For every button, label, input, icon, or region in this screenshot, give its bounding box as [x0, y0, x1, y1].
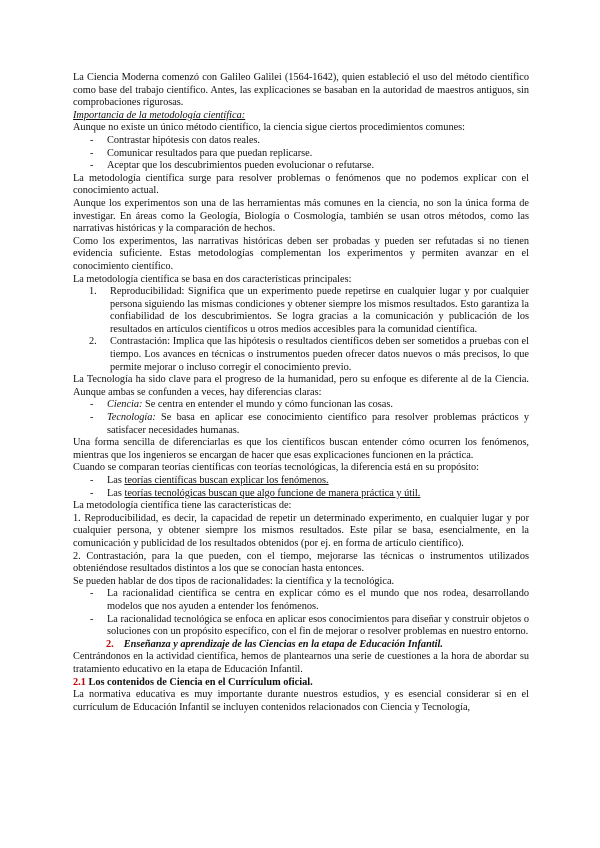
list-item	[73, 488, 529, 501]
list-item-text: Aceptar que los descubrimientos pueden evolucionar o refutarse.	[107, 160, 375, 172]
paragraph: Como los experimentos, las narrativas históricas deben ser probadas y pueden ser refutadas si no tienen evidencia suficiente. Estas metodologías complementan los experimentos y permiten avanzar en el conocimiento científico.	[73, 235, 529, 272]
bullet-mark: -	[90, 475, 94, 486]
list-item-text: Comunicar resultados para que puedan replicarse.	[107, 147, 313, 159]
paragraph: Una forma sencilla de diferenciarlas es que los científicos buscan entender cómo ocurren los fenómenos, mientras que los ingenieros se encargan de hacer que esas explicaciones funcionen en la práctica.	[73, 437, 529, 461]
list-item	[73, 412, 529, 437]
bullet-mark: -	[90, 160, 94, 172]
list-item-text: Se basa en aplicar ese conocimiento científico para resolver problemas prácticos y satisfacer necesidades humanas.	[107, 412, 529, 436]
section-number: 2.	[106, 638, 114, 650]
paragraph: La Tecnología ha sido clave para el progreso de la humanidad, pero su enfoque es diferente al de la Ciencia. Aunque ambas se confunden a veces, hay diferencias claras:	[73, 374, 529, 398]
bullet-mark: -	[90, 399, 94, 411]
bullet-mark: -	[90, 147, 94, 159]
bullet-list	[73, 475, 529, 500]
bullet-list	[73, 399, 529, 437]
paragraph: Aunque no existe un único método científico, la ciencia sigue ciertos procedimientos comunes:	[73, 122, 466, 134]
paragraph: 1. Reproducibilidad, es decir, la capacidad de repetir un determinado experimento, en cualquier lugar y por cualquier persona, y obtener siempre los mismos resultados. Este pilar se basa, esencialmente, en la comunicación y publicidad de los resultados obtenidos (por ej. en forma de artículo científico).	[73, 512, 529, 549]
number-mark: 1.	[89, 286, 97, 298]
list-item-text: Contrastación: Implica que las hipótesis o resultados científicos deben ser sometidos a pruebas con el tiempo. Los avances en técnicas o instrumentos pueden ofrecer datos nuevos o más precisos, lo que permite mejorar o incluso corregir el conocimiento previo.	[110, 336, 529, 373]
list-item	[73, 135, 529, 148]
paragraph: La normativa educativa es muy importante durante nuestros estudios, y es esencial considerar si en el currículum de Educación Infantil se incluyen contenidos relacionados con Ciencia y Tecnología,	[73, 689, 529, 713]
bullet-mark: -	[90, 487, 94, 499]
paragraph: La metodología científica surge para resolver problemas o fenómenos que no podemos explicar con el conocimiento actual.	[73, 172, 529, 197]
list-item	[73, 588, 529, 613]
paragraph: Se pueden hablar de dos tipos de racionalidades: la científica y la tecnológica.	[73, 575, 395, 587]
list-item-text: teorías científicas buscan explicar los fenómenos.	[124, 475, 329, 486]
list-item	[73, 336, 529, 374]
subheading-text: Importancia de la metodología científica:	[73, 109, 246, 121]
term: Ciencia:	[107, 399, 143, 411]
bullet-list	[73, 135, 529, 173]
list-item	[73, 475, 529, 488]
paragraph: 2. Contrastación, para la que pueden, con el tiempo, mejorarse las técnicas o instrumentos utilizados obteniéndose resultados distintos a los que se conocían hasta entonces.	[73, 550, 529, 575]
number-mark: 2.	[89, 336, 97, 348]
subsection-number: 2.1	[73, 676, 86, 688]
paragraph: Cuando se comparan teorías científicas con teorías tecnológicas, la diferencia está en su propósito:	[73, 462, 480, 474]
paragraph: La metodología científica se basa en dos características principales:	[73, 273, 352, 285]
bullet-mark: -	[90, 134, 94, 146]
bullet-mark: -	[90, 412, 94, 424]
section-heading	[73, 639, 529, 652]
paragraph: La metodología científica tiene las características de:	[73, 500, 292, 512]
list-item	[73, 160, 529, 173]
document-page	[73, 72, 529, 714]
list-item-text: La racionalidad tecnológica se enfoca en aplicar esos conocimientos para diseñar y construir objetos o soluciones con un propósito específico, con el fin de mejorar o resolver problemas en nuestro entorno.	[107, 613, 529, 638]
section-subheading	[73, 110, 529, 123]
bullet-mark: -	[90, 613, 94, 625]
list-item-prefix: Las	[107, 475, 125, 486]
bullet-mark: -	[90, 588, 94, 600]
paragraph: Aunque los experimentos son una de las herramientas más comunes en la ciencia, no son la única forma de investigar. En áreas como la Geología, Biología o Cosmología, también se usan otros métodos, como las narrativas históricas y la comparación de hechos.	[73, 197, 529, 235]
list-item-text: Reproducibilidad: Significa que un experimento puede repetirse en cualquier lugar y por cualquier persona siguiendo las mismas condiciones y obtener siempre los mismos resultados. Esto garantiza la confiabilidad de los descubrimientos. Se logra gracias a la comunicación y publicación de los resultados en artículos científicos u otros medios accesibles para la comunidad científica.	[110, 286, 529, 335]
list-item	[73, 614, 529, 639]
list-item-prefix: Las	[107, 487, 125, 499]
section-title: Enseñanza y aprendizaje de las Ciencias en la etapa de Educación Infantil.	[123, 638, 443, 650]
paragraph: Centrándonos en la actividad científica, hemos de plantearnos una serie de cuestiones a la hora de abordar su tratamiento educativo en la etapa de Educación Infantil.	[73, 651, 529, 675]
list-item	[73, 286, 529, 336]
bullet-list	[73, 588, 529, 638]
subsection-title: Los contenidos de Ciencia en el Currículum oficial.	[85, 676, 313, 688]
numbered-list	[73, 286, 529, 374]
term: Tecnología:	[107, 412, 156, 424]
list-item-text: La racionalidad científica se centra en explicar cómo es el mundo que nos rodea, desarrollando modelos que nos ayuden a entender los fenómenos.	[107, 588, 529, 612]
list-item-text: Se centra en entender el mundo y cómo funcionan las cosas.	[142, 399, 393, 411]
list-item	[73, 148, 529, 161]
list-item-text: Contrastar hipótesis con datos reales.	[107, 134, 260, 146]
subsection-heading	[73, 677, 529, 690]
list-item	[73, 399, 529, 412]
paragraph: La Ciencia Moderna comenzó con Galileo Galilei (1564-1642), quien estableció el uso del método científico como base del trabajo científico. Antes, las explicaciones se basaban en la autoridad de maestros antiguos, sin comprobaciones rigurosas.	[73, 72, 529, 109]
list-item-text: teorías tecnológicas buscan que algo funcione de manera práctica y útil.	[124, 487, 421, 499]
